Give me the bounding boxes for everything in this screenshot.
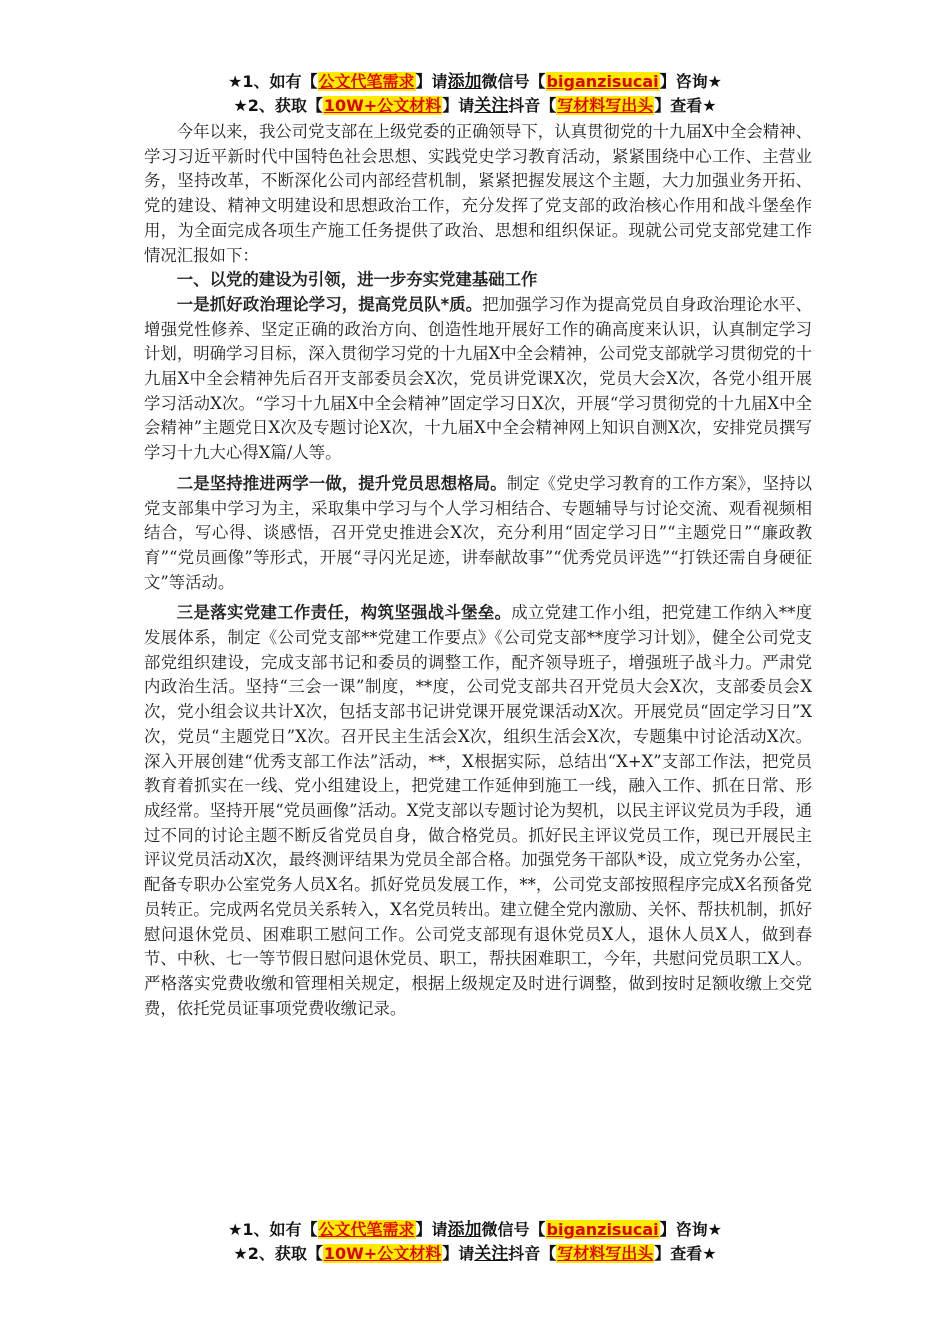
banner-text: 】请 [415,1220,448,1239]
banner-text: 】查看★ [654,1244,717,1263]
douyin-id: 写材料写出头 [557,96,654,115]
banner-line-2 [0,1242,950,1266]
banner-text: ★1、如有【 [228,72,318,91]
intro-paragraph: 今年以来，我公司党支部在上级党委的正确领导下，认真贯彻党的十九届X中全会精神、学习习近平新时代中国特色社会思想、实践党史学习教育活动，紧紧围绕中心工作、主营业务，坚持改革，不断深化公司内部经营机制，紧紧把握发展这个主题，大力加强业务开拓、党的建设、精神文明建设和思想政治工作，充分发挥了党支部的政治核心作用和战斗堡垒作用，为全面完成各项生产施工任务提供了政治、思想和组织保证。现就公司党支部党建工作情况汇报如下： [144,122,812,265]
douyin-id: 写材料写出头 [557,1244,654,1263]
paragraph-text: 制定《党史学习教育的工作方案》，坚持以党支部集中学习为主，采取集中学习与个人学习相结合、专题辅导与讨论交流、观看视频相结合，写心得、谈感悟，召开党史推进会X次，充分利用“固定学习日”“主题党日”“廉政教育”“党员画像”等形式，开展“寻闪光足迹，讲奉献故事”“优秀党员评选”“打铁还需自身硬征文”等活动。 [144,473,812,592]
banner-text: ★1、如有【 [228,1220,318,1239]
paragraph-text: 把加强学习作为提高党员自身政治理论水平、增强党性修养、坚定正确的政治方向、创造性地开展好工作的确高度来认识，认真制定学习计划，明确学习目标，深入贯彻学习党的十九届X中全会精神，公司党支部就学习贯彻党的十九届X中全会精神先后召开支部委员会X次，党员讲党课X次，党员大会X次，各党小组开展学习活动X次。“学习十九届X中全会精神”固定学习日X次，开展“学习贯彻党的十九届X中全会精神”主题党日X次及专题讨论X次，十九届X中全会精神网上知识自测X次，安排党员撰写学习十九大心得X篇/人等。 [144,294,812,463]
banner-text: 】请 [415,72,448,91]
highlight-text: 10W+公文材料 [323,96,442,115]
paragraph-lead: 一是抓好政治理论学习，提高党员队*质。 [176,294,483,314]
highlight-text: 公文代笔需求 [318,72,415,91]
banner-text: 微信号【 [481,1220,546,1239]
paragraph-text: 成立党建工作小组，把党建工作纳入**度发展体系，制定《公司党支部**党建工作要点》《公司党支部**度学习计划》，健全公司党支部党组织建设，完成支部书记和委员的调整工作，配齐领导班子，增强班子战斗力。严肃党内政治生活。坚持“三会一课”制度，**度，公司党支部共召开党员大会X次，支部委员会X次，党小组会议共计X次，包括支部书记讲党课开展党课活动X次。开展党员“固定学习日”X次，党员“主题党日”X次。召开民主生活会X次，组织生活会X次，专题集中讨论活动X次。深入开展创建“优秀支部工作法”活动，**，X根据实际，总结出“X+X”支部工作法，把党员教育着抓实在一线、党小组建设上，把党建工作延伸到施工一线，融入工作、抓在日常、形成经常。坚持开展“党员画像”活动。X党支部以专题讨论为契机，以民主评议党员为手段，通过不同的讨论主题不断反省党员自身，做合格党员。抓好民主评议党员工作，现已开展民主评议党员活动X次，最终测评结果为党员全部合格。加强党务干部队*设，成立党务办公室，配备专职办公室党务人员X名。抓好党员发展工作，**，公司党支部按照程序完成X名预备党员转正。完成两名党员关系转入，X名党员转出。建立健全党内激励、关怀、帮扶机制，抓好慰问退休党员、困难职工慰问工作。公司党支部现有退休党员X人，退休人员X人，做到春节、中秋、七一等节假日慰问退休党员、职工，帮扶困难职工，今年，共慰问党员职工X人。严格落实党费收缴和管理相关规定，根据上级规定及时进行调整，做到按时足额收缴上交党费，依托党员证事项党费收缴记录。 [144,603,813,1018]
banner-line-2 [0,94,950,118]
bottom-banner [0,1218,950,1266]
banner-text: 】请 [442,1244,475,1263]
highlight-text: 公文代笔需求 [318,1220,415,1239]
paragraph-lead: 二是坚持推进两学一做，提升党员思想格局。 [176,473,507,493]
banner-line-1 [0,70,950,94]
top-banner [0,70,950,118]
paragraph-lead: 三是落实党建工作责任，构筑坚强战斗堡垒。 [176,603,512,623]
section-heading: 一、以党的建设为引领，进一步夯实党建基础工作 [176,270,538,290]
emphasis-text: 关注 [474,1244,509,1264]
banner-line-1 [0,1218,950,1242]
emphasis-text: 添加 [447,1220,482,1240]
banner-text: 抖音【 [508,96,557,115]
banner-text: ★2、获取【 [233,96,323,115]
paragraph-1 [144,293,812,466]
banner-text: ★2、获取【 [233,1244,323,1263]
paragraph-2 [144,472,812,596]
wechat-id: biganzisucai [546,72,659,91]
highlight-text: 10W+公文材料 [323,1244,442,1263]
paragraph-3 [144,601,812,1021]
document-body [144,120,812,1021]
wechat-id: biganzisucai [546,1220,659,1239]
banner-text: 】咨询★ [659,1220,722,1239]
banner-text: 微信号【 [481,72,546,91]
emphasis-text: 添加 [447,72,482,92]
banner-text: 】咨询★ [659,72,722,91]
banner-text: 】查看★ [654,96,717,115]
emphasis-text: 关注 [474,96,509,116]
banner-text: 抖音【 [508,1244,557,1263]
banner-text: 】请 [442,96,475,115]
